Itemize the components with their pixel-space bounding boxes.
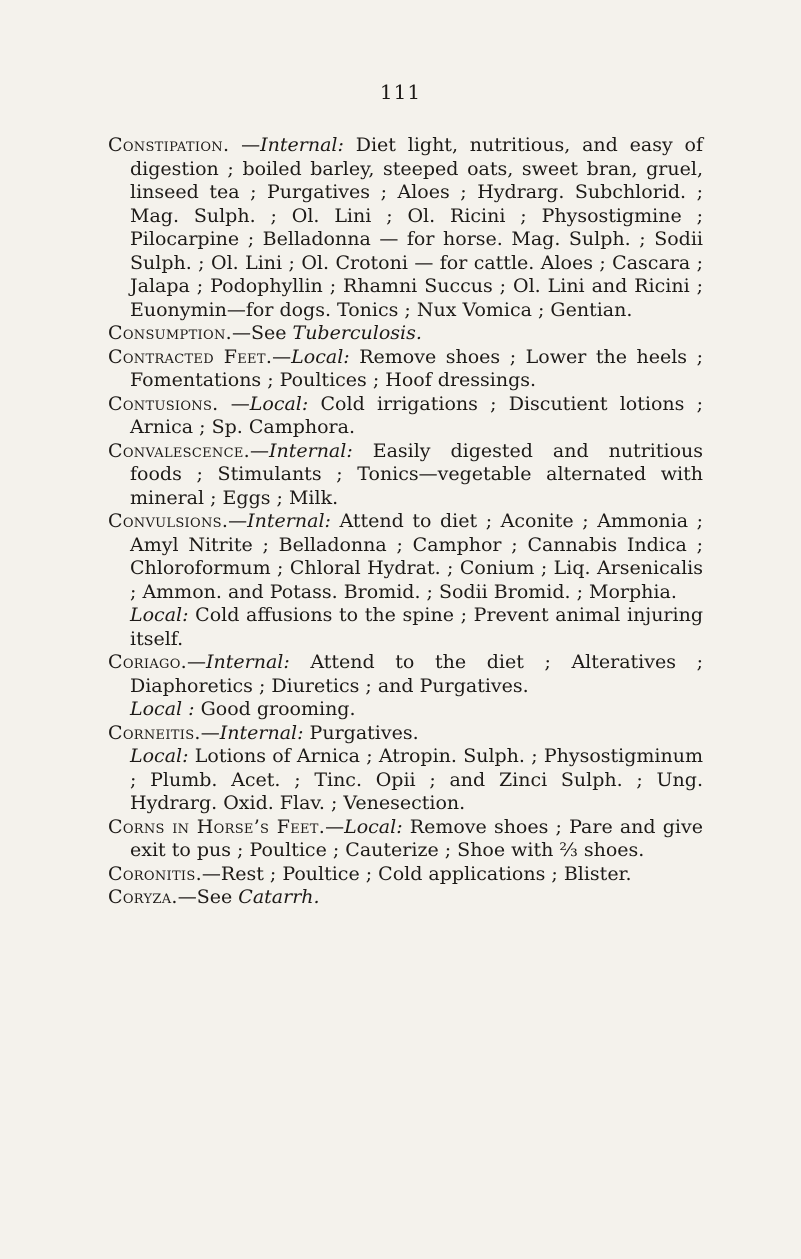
- section-text: Remove shoes ; Pare and give exit to pus ; Poultice ; Cauterize ; Shoe with ⅔ shoes.: [130, 815, 703, 861]
- section-text: Attend to the diet ; Alteratives ; Diaphoretics ; Diuretics ; and Purgatives.: [130, 651, 703, 697]
- entry-corneitis: Corneitis.—Internal: Purgatives. Local: Lotions of Arnica ; Atropin. Sulph. ; Physostigminum ; Plumb. Acet. ; Tinc. Opii ; and Zinci Sulph. ; Ung. Hydrarg. Oxid. Flav. ; Venesection.: [108, 721, 703, 814]
- section-label: Internal:: [268, 439, 353, 462]
- section-label: Local:: [344, 815, 403, 838]
- entry-list: [108, 134, 703, 910]
- section-text: Cold irrigations ; Discutient lotions ; Arnica ; Sp. Camphora.: [130, 392, 704, 438]
- entry-heading: Corneitis.: [108, 721, 201, 744]
- cross-reference: Catarrh.: [238, 886, 320, 908]
- section-label: Local:: [130, 745, 189, 767]
- entry-heading: Coryza.: [108, 886, 178, 908]
- section-label: Local:: [249, 392, 309, 415]
- entry-heading: Convulsions.: [108, 510, 229, 532]
- entry-convulsions: Convulsions.—Internal: Attend to diet ; Aconite ; Ammonia ; Amyl Nitrite ; Belladonna ; Camphor ; Cannabis Indica ; Chloroformum ; Chloral Hydrat. ; Conium ; Liq. Arsenicalis ; Ammon. and Potass. Bromid. ; Sodii Bromid. ; Morphia. Local: Cold affusions to the spine ; Prevent animal injuring itself.: [108, 510, 703, 650]
- entry-corns-in-horses-feet: Corns in Horse’s Feet.—Local: Remove shoes ; Pare and give exit to pus ; Poultice ; Cauterize ; Shoe with ⅔ shoes.: [108, 815, 703, 861]
- section-text: Easily digested and nutritious foods ; Stimulants ; Tonics—vegetable alternated with mineral ; Eggs ; Milk.: [130, 439, 703, 509]
- entry-contusions: Contusions. —Local: Cold irrigations ; Discutient lotions ; Arnica ; Sp. Camphora.: [108, 392, 704, 438]
- section-label: Internal:: [219, 721, 304, 744]
- section-text: Lotions of Arnica ; Atropin. Sulph. ; Physostigminum ; Plumb. Acet. ; Tinc. Opii ; and Zinci Sulph. ; Ung. Hydrarg. Oxid. Flav. ; Venesection.: [130, 745, 703, 814]
- entry-heading: Contracted Feet.: [108, 345, 273, 368]
- entry-heading: Contusions.: [108, 392, 219, 415]
- section-label: Local :: [130, 698, 195, 720]
- entry-heading: Corns in Horse’s Feet.: [108, 815, 326, 838]
- entry-heading: Consumption.: [108, 322, 232, 344]
- entry-heading: Constipation.: [108, 134, 230, 156]
- entry-contracted-feet: Contracted Feet.—Local: Remove shoes ; Lower the heels ; Fomentations ; Poultices ; Hoof dressings.: [108, 345, 703, 391]
- entry-constipation: Constipation. —Internal: Diet light, nutritious, and easy of digestion ; boiled barley, steeped oats, sweet bran, gruel, linseed tea ; Purgatives ; Aloes ; Hydrarg. Subchlorid. ; Mag. Sulph. ; Ol. Lini ; Ol. Ricini ; Physostigmine ; Pilocarpine ; Belladonna — for horse. Mag. Sulph. ; Sodii Sulph. ; Ol. Lini ; Ol. Crotoni — for cattle. Aloes ; Cascara ; Jalapa ; Podophyllin ; Rhamni Succus ; Ol. Lini and Ricini ; Euonymin—for dogs. Tonics ; Nux Vomica ; Gentian.: [108, 134, 704, 321]
- section-label: Internal:: [247, 510, 331, 532]
- section-text: Cold affusions to the spine ; Prevent animal injuring itself.: [130, 604, 703, 650]
- entry-coriago: Coriago.—Internal: Attend to the diet ; Alteratives ; Diaphoretics ; Diuretics ; and Purgatives. Local : Good grooming.: [108, 651, 703, 720]
- entry-coronitis: Coronitis.—Rest ; Poultice ; Cold applications ; Blister.: [108, 862, 632, 885]
- cross-reference: Tuberculosis.: [292, 322, 422, 344]
- entry-heading: Coriago.: [108, 651, 187, 673]
- section-label: Internal:: [206, 651, 290, 673]
- entry-consumption: Consumption.—See Tuberculosis.: [108, 322, 422, 344]
- subsection-local: [130, 745, 703, 816]
- section-text: Diet light, nutritious, and easy of digestion ; boiled barley, steeped oats, sweet bran, gruel, linseed tea ; Purgatives ; Aloes ; Hydrarg. Subchlorid. ; Mag. Sulph. ; Ol. Lini ; Ol. Ricini ; Physostigmine ; Pilocarpine ; Belladonna — for horse. Mag. Sulph. ; Sodii Sulph. ; Ol. Lini ; Ol. Crotoni — for cattle. Aloes ; Cascara ; Jalapa ; Podophyllin ; Rhamni Succus ; Ol. Lini and Ricini ; Euonymin—for dogs. Tonics ; Nux Vomica ; Gentian.: [130, 134, 704, 321]
- entry-convalescence: Convalescence.—Internal: Easily digested and nutritious foods ; Stimulants ; Tonics—vegetable alternated with mineral ; Eggs ; Milk.: [108, 439, 703, 509]
- page-number: 111: [379, 80, 422, 104]
- section-text: Rest ; Poultice ; Cold applications ; Blister.: [220, 862, 632, 885]
- section-text: Remove shoes ; Lower the heels ; Fomentations ; Poultices ; Hoof dressings.: [130, 345, 703, 391]
- section-text: Attend to diet ; Aconite ; Ammonia ; Amyl Nitrite ; Belladonna ; Camphor ; Cannabis Indica ; Chloroformum ; Chloral Hydrat. ; Conium ; Liq. Arsenicalis ; Ammon. and Potass. Bromid. ; Sodii Bromid. ; Morphia.: [130, 510, 703, 603]
- subsection-local: [130, 698, 703, 722]
- entry-heading: Convalescence.: [108, 439, 250, 462]
- section-label: Local:: [291, 345, 350, 368]
- section-label: Internal:: [260, 134, 344, 156]
- section-text: Good grooming.: [200, 698, 356, 720]
- section-label: Local:: [130, 604, 189, 626]
- entry-heading: Coronitis.: [108, 862, 202, 885]
- entry-coryza: Coryza.—See Catarrh.: [108, 886, 320, 908]
- subsection-local: [130, 604, 703, 651]
- section-text: Purgatives.: [309, 721, 419, 744]
